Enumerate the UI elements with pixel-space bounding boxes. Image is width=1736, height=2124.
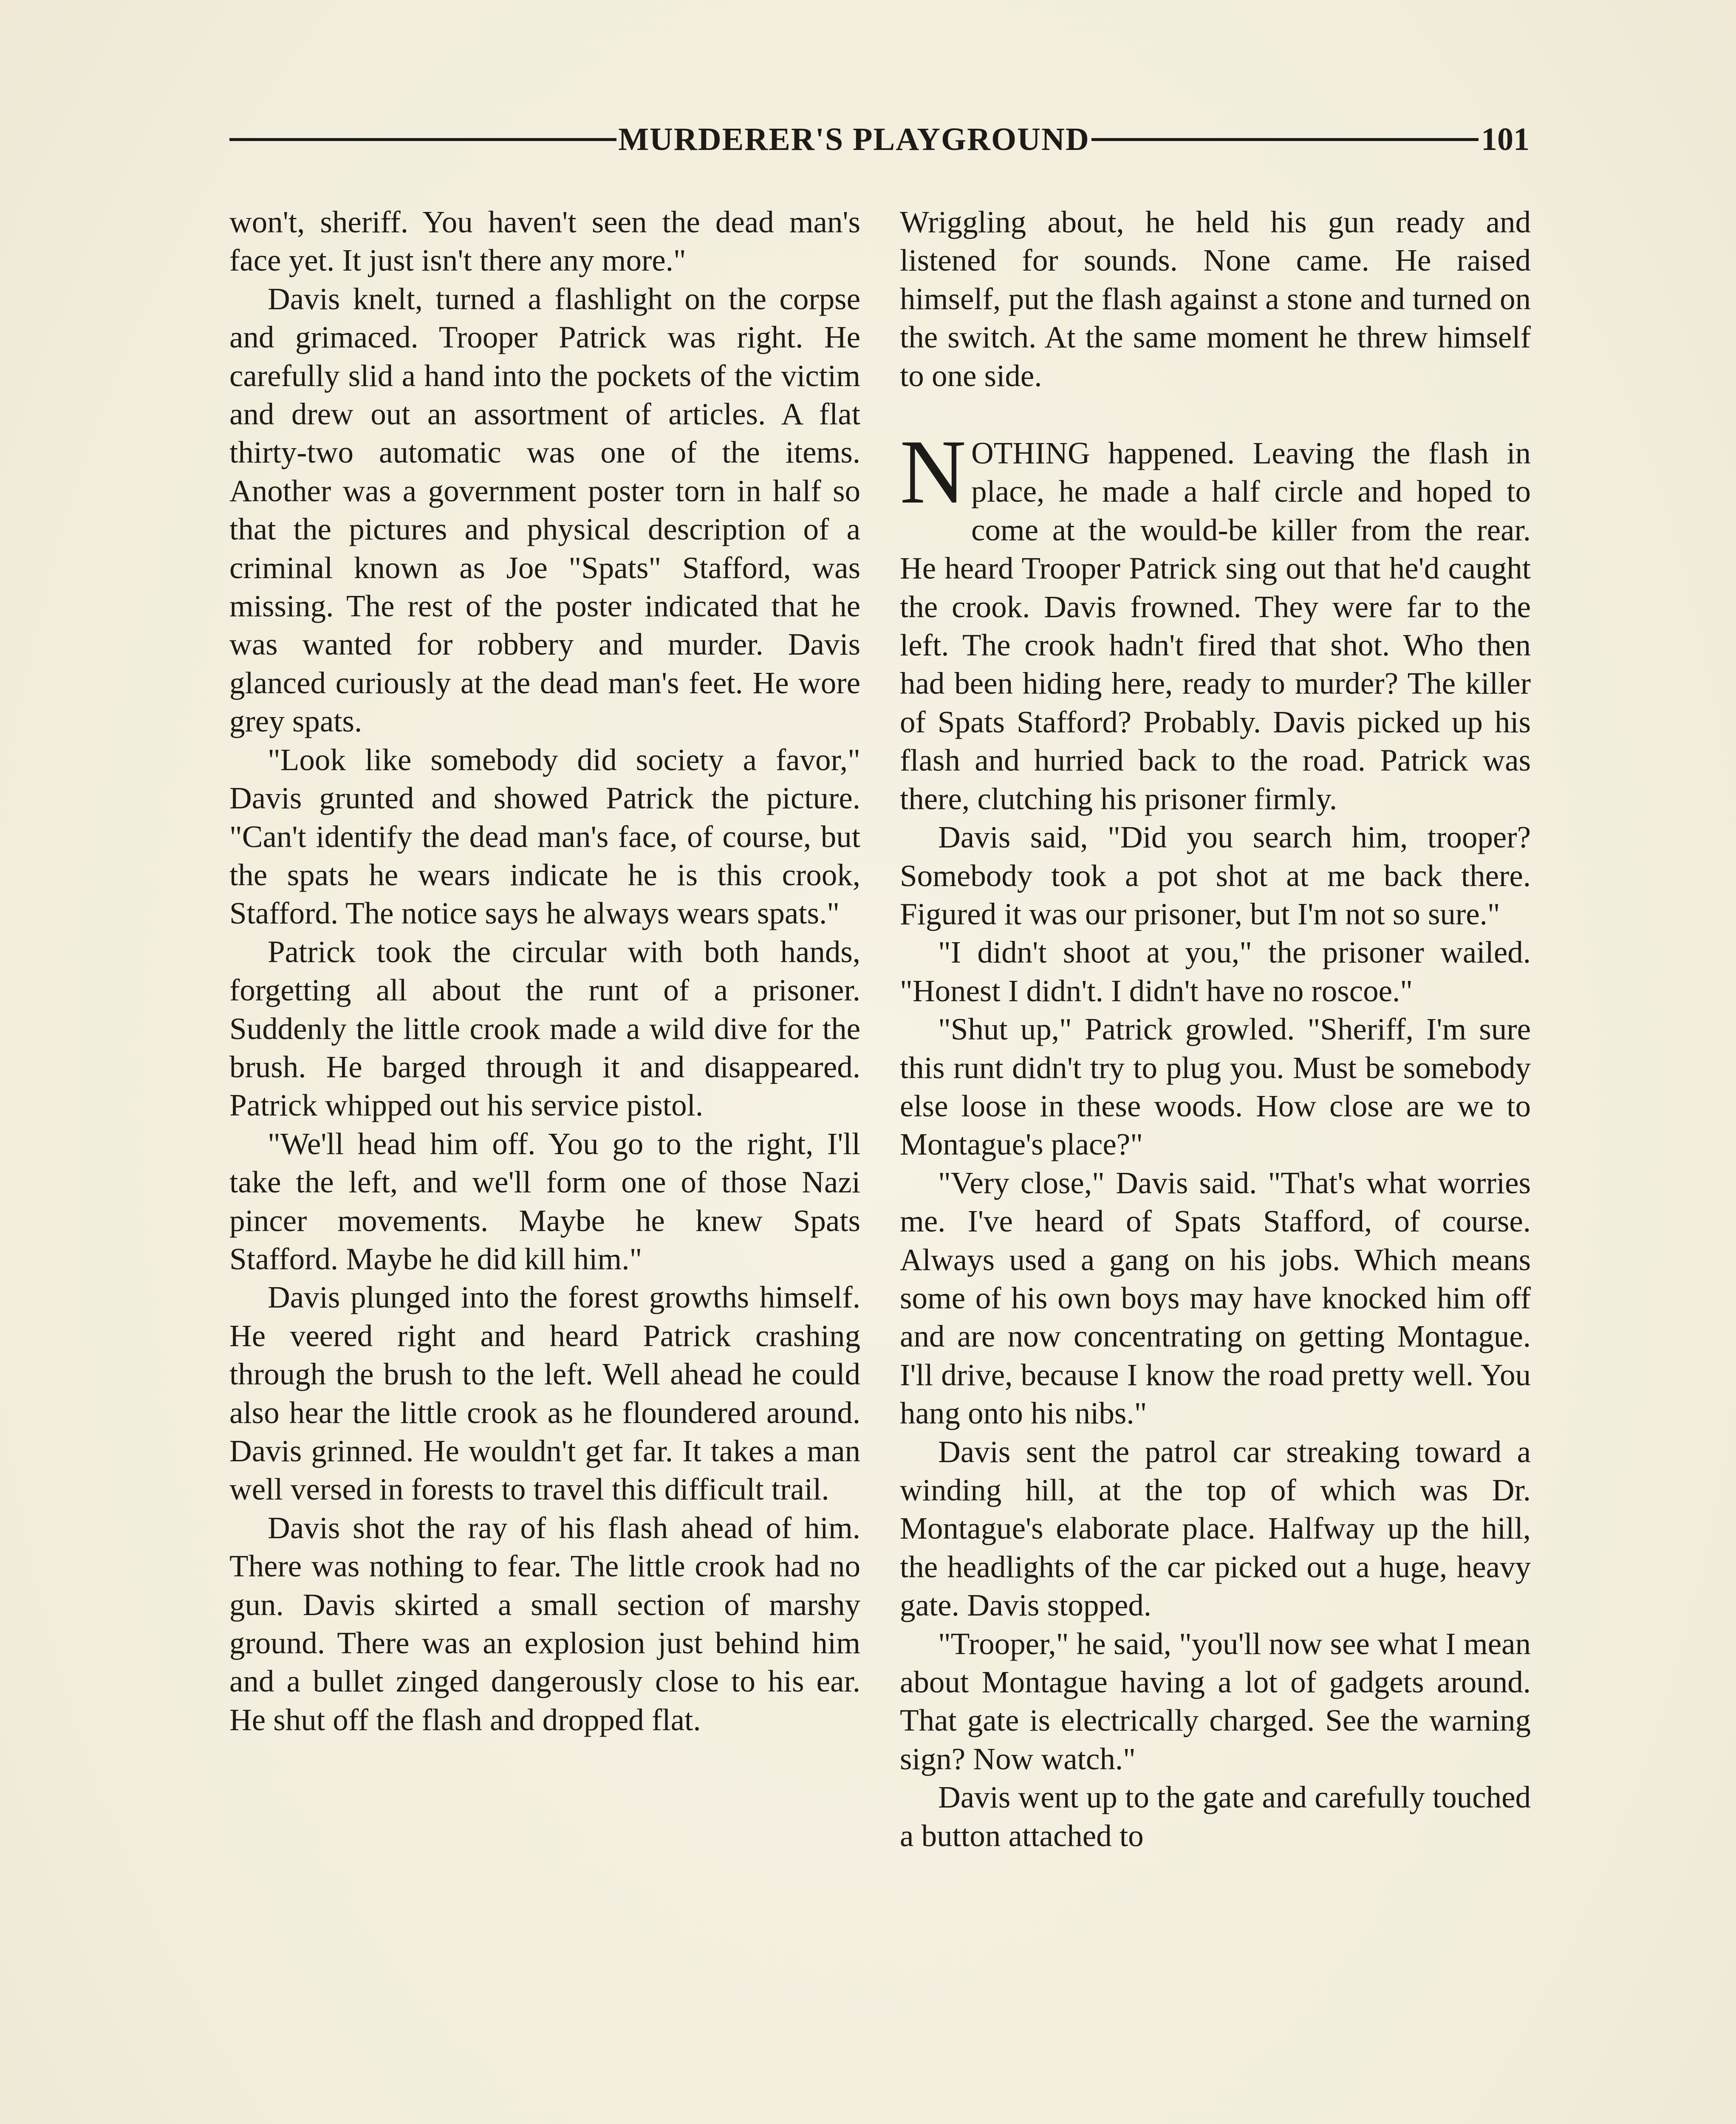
paragraph: Davis shot the ray of his flash ahead of him. There was nothing to fear. The little crook had no gun. Davis skirted a small section of marshy ground. There was an explosion just behind him and a bullet zinged dangerously close to his ear. He shut off the flash and dropped flat. xyxy=(229,1510,860,1737)
paragraph: Davis knelt, turned a flashlight on the corpse and grimaced. Trooper Patrick was right. He carefully slid a hand into the pockets of the victim and drew out an assortment of articles. A flat thirty-two automatic was one of the items. Another was a government poster torn in half so that the pictures and physical description of a criminal known as Joe "Spats" Stafford, was missing. The rest of the poster indicated that he was wanted for robbery and murder. Davis glanced curiously at the dead man's feet. He wore grey spats. xyxy=(229,281,860,739)
paragraph: "We'll head him off. You go to the right, I'll take the left, and we'll form one of those Nazi pincer movements. Maybe he knew Spats Stafford. Maybe he did kill him." xyxy=(229,1126,860,1276)
page-number: 101 xyxy=(1481,121,1530,157)
running-header xyxy=(229,114,1530,165)
paragraph: "I didn't shoot at you," the prisoner wailed. "Honest I didn't. I didn't have no roscoe." xyxy=(900,935,1531,1008)
paragraph: Davis went up to the gate and carefully touched a button attached to xyxy=(900,1780,1531,1853)
paragraph: "Trooper," he said, "you'll now see what I mean about Montague having a lot of gadgets around. That gate is electrically charged. See the warning sign? Now watch." xyxy=(900,1626,1531,1776)
paragraph: Patrick took the circular with both hands, forgetting all about the runt of a prisoner. Suddenly the little crook made a wild dive for the brush. He barged through it and disappeared. Patrick whipped out his service pistol. xyxy=(229,934,860,1123)
paragraph: "Very close," Davis said. "That's what worries me. I've heard of Spats Stafford, of course. Always used a gang on his jobs. Which means some of his own boys may have knocked him off and are now concentrating on getting Montague. I'll drive, because I know the road pretty well. You hang onto his nibs." xyxy=(900,1165,1531,1431)
header-title: MURDERER'S PLAYGROUND xyxy=(618,121,1090,157)
right-column-opening xyxy=(900,203,1531,395)
paragraph: Wriggling about, he held his gun ready and listened for sounds. None came. He raised himself, put the flash against a stone and turned on the switch. At the same moment he threw himself to one side. xyxy=(900,205,1531,393)
paragraph: "Look like somebody did society a favor," Davis grunted and showed Patrick the picture. "Can't identify the dead man's face, of course, but the spats he wears indicate he is this crook, Stafford. The notice says he always wears spats." xyxy=(229,742,860,931)
drop-cap: N xyxy=(900,421,966,523)
paragraph: Davis sent the patrol car streaking toward a winding hill, at the top of which was Dr. Montague's elaborate place. Halfway up the hill, the headlights of the car picked out a huge, heavy gate. Davis stopped. xyxy=(900,1434,1531,1623)
paragraph: Davis plunged into the forest growths himself. He veered right and heard Patrick crashing through the brush to the left. Well ahead he could also hear the little crook as he floundered around. Davis grinned. He wouldn't get far. It takes a man well versed in forests to travel this difficult trail. xyxy=(229,1280,860,1507)
section-lead-word: OTHING xyxy=(971,436,1090,471)
header-rule-right xyxy=(1091,138,1479,141)
section-break-paragraph xyxy=(900,421,1531,818)
paragraph: "Shut up," Patrick growled. "Sheriff, I'm sure this runt didn't try to plug you. Must be somebody else loose in these woods. How close are we to Montague's place?" xyxy=(900,1012,1531,1162)
paragraph: Davis said, "Did you search him, trooper? Somebody took a pot shot at me back there. Figured it was our prisoner, but I'm not so sure." xyxy=(900,820,1531,931)
header-rule-left xyxy=(229,138,616,141)
paragraph: won't, sheriff. You haven't seen the dead man's face yet. It just isn't there any more." xyxy=(229,205,860,278)
right-column xyxy=(900,203,1531,1855)
right-column-continued xyxy=(900,818,1531,1855)
left-column xyxy=(229,203,860,1739)
section-break-text: happened. Leaving the flash in place, he made a half circle and hoped to come at the would-be killer from the rear. He heard Trooper Patrick sing out that he'd caught the crook. Davis frowned. They were far to the left. The crook hadn't fired that shot. Who then had been hiding here, ready to murder? The killer of Spats Stafford? Probably. Davis picked up his flash and hurried back to the road. Patrick was there, clutching his prisoner firmly. xyxy=(900,436,1531,816)
